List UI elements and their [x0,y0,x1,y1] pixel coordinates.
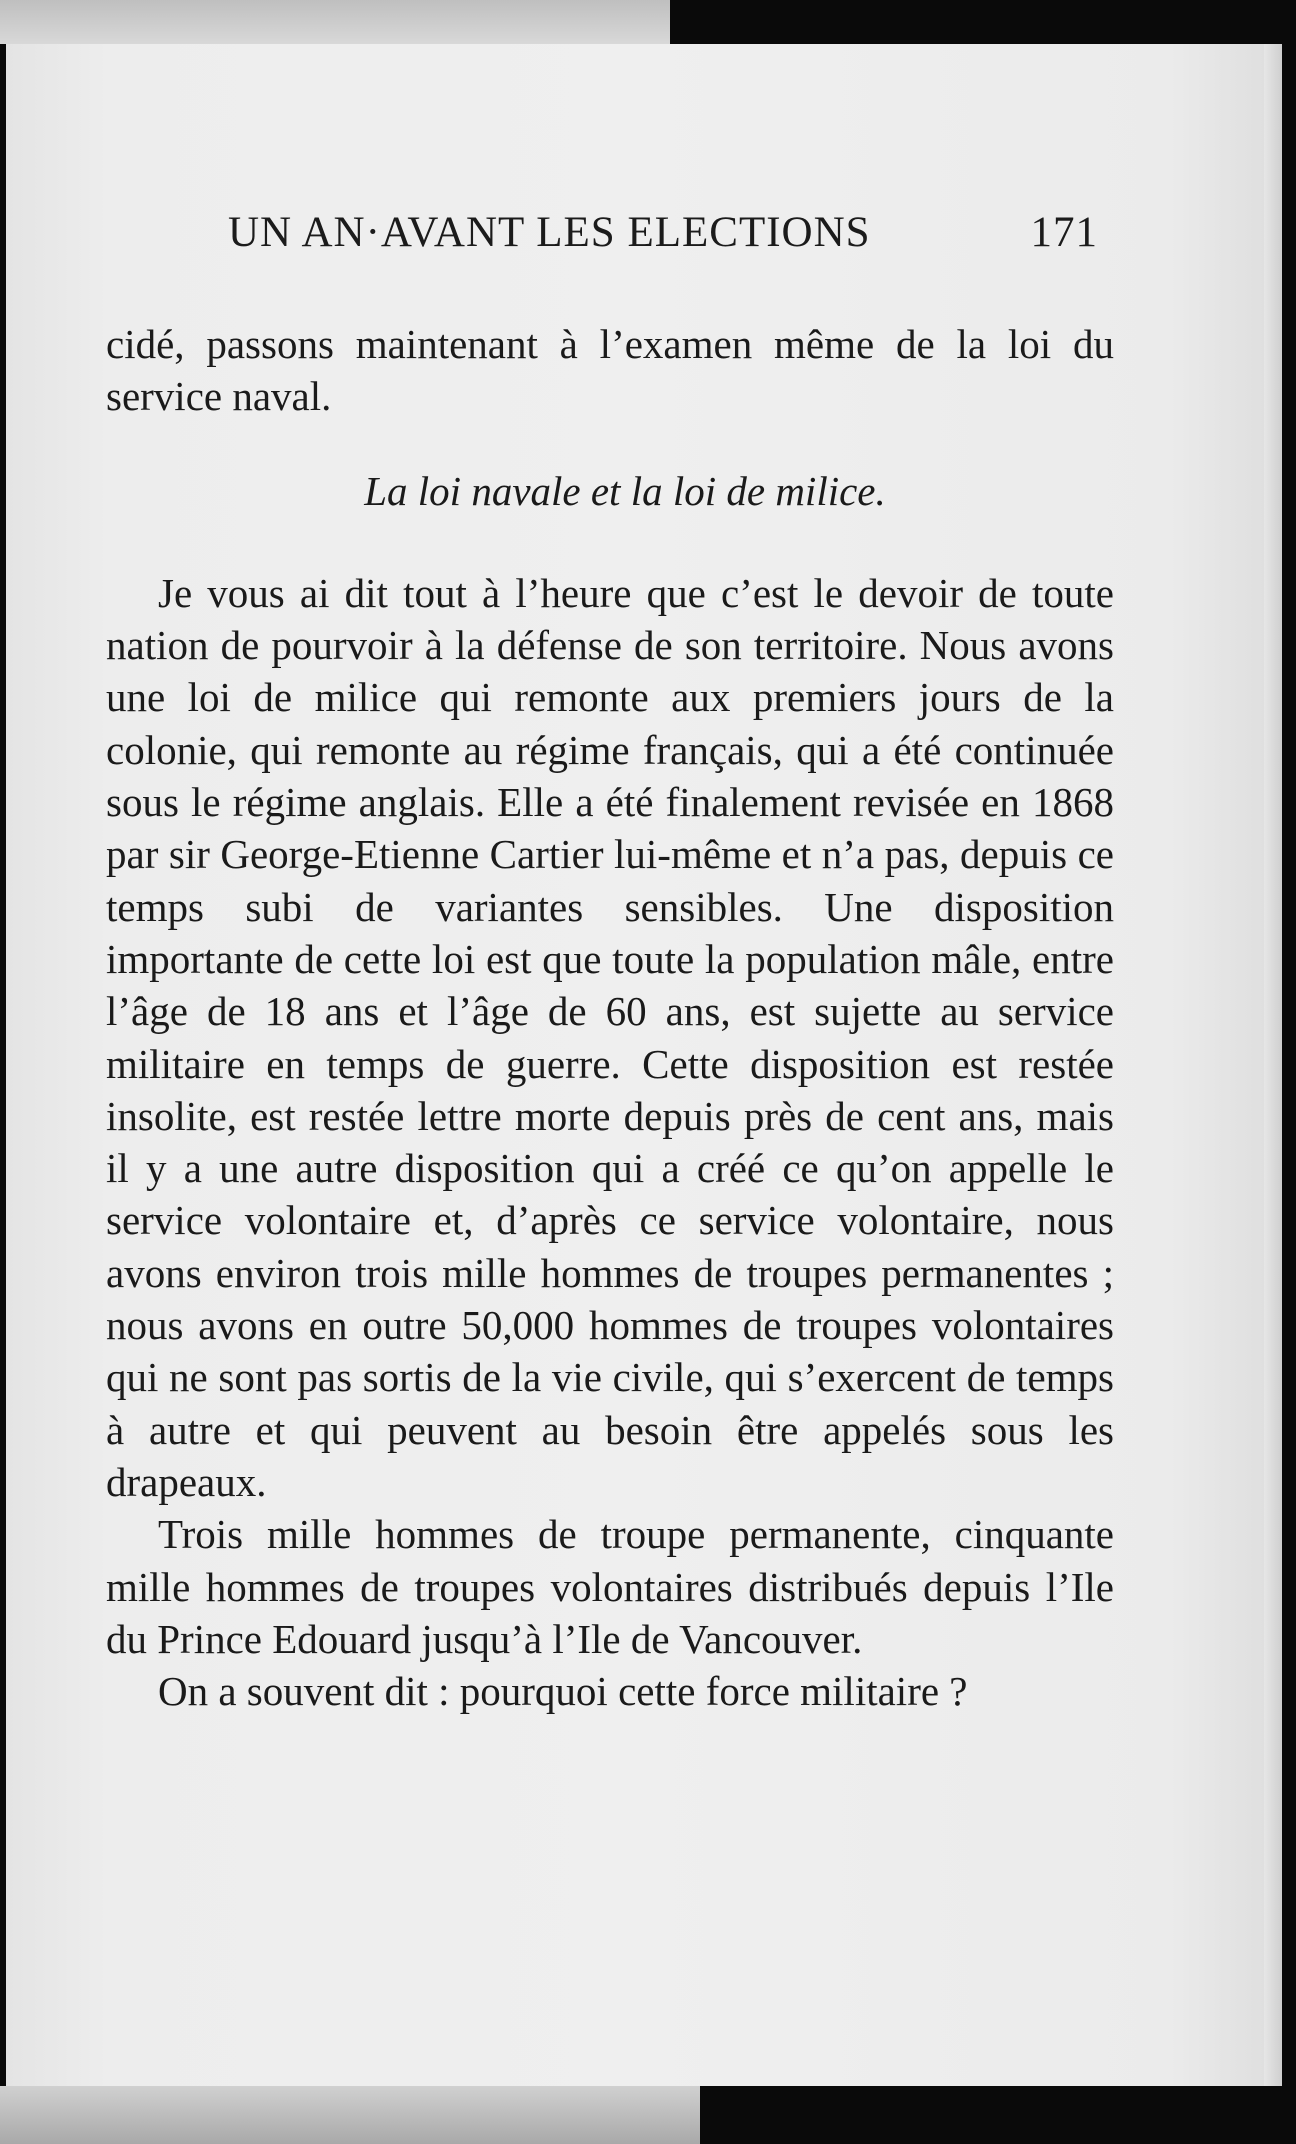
body-text [106,318,1114,1717]
running-title: UN AN·AVANT LES ELECTIONS [228,209,871,256]
continuation-paragraph: cidé, passons maintenant à l’examen même de la loi du service naval. [106,321,1114,420]
section-heading: La loi navale et la loi de milice. [364,467,886,514]
scan-bottom-edge [0,2086,700,2144]
paragraph: Trois mille hommes de troupe permanente, cinquante mille hommes de troupes volontaires distribués depuis l’Ile du Prince Edouard jusqu’à l’Ile de Vancouver. [106,1511,1114,1662]
scan-top-edge [0,0,670,44]
page-number: 171 [1030,209,1098,256]
page-right-edge [1264,44,1282,2086]
paragraph: On a souvent dit : pourquoi cette force militaire ? [158,1668,968,1715]
running-head [228,208,1098,257]
paragraph: Je vous ai dit tout à l’heure que c’est le devoir de toute nation de pourvoir à la défense de son territoire. Nous avons une loi de milice qui remonte aux premiers jours de la colonie, qui remonte au régime français, qui a été continuée sous le régime anglais. Elle a été finalement revisée en 1868 par sir George-Etienne Cartier lui-même et n’a pas, depuis ce temps subi de variantes sensibles. Une disposition importante de cette loi est que toute la population mâle, entre l’âge de 18 ans et l’âge de 60 ans, est sujette au service militaire en temps de guerre. Cette disposition est restée insolite, est restée lettre morte depuis près de cent ans, mais il y a une autre disposition qui a créé ce qu’on appelle le service volontaire et, d’après ce service volontaire, nous avons environ trois mille hommes de troupes permanentes ; nous avons en outre 50,000 hommes de troupes volontaires qui ne sont pas sortis de la vie civile, qui s’exercent de temps à autre et qui peuvent au besoin être appelés sous les drapeaux. [106,569,1114,1505]
